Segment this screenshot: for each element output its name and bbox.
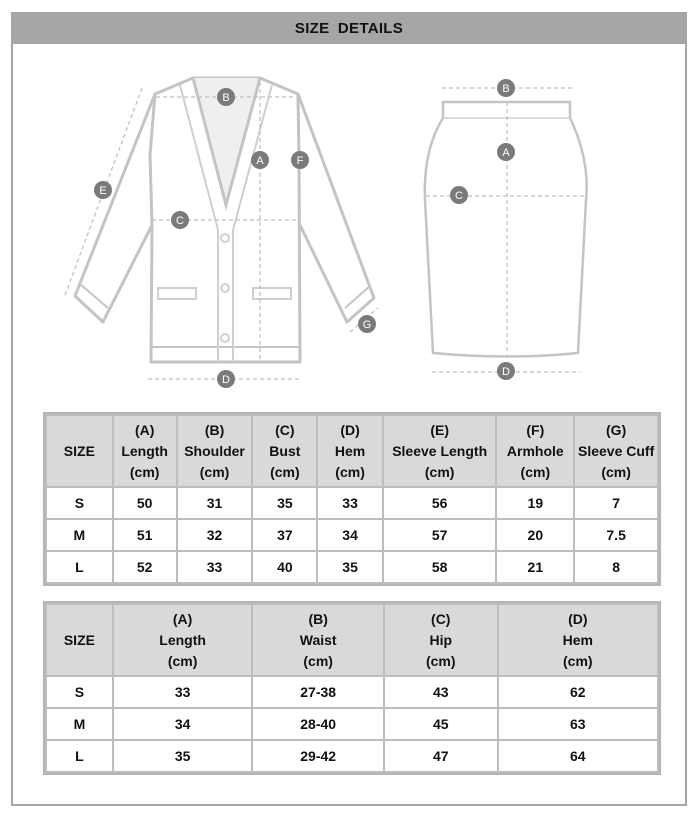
cell: 58: [383, 551, 496, 583]
cell: 50: [113, 487, 177, 519]
marker-C: [171, 211, 189, 229]
cell: 27-38: [252, 676, 384, 708]
cell: 21: [496, 551, 574, 583]
cell: 32: [177, 519, 253, 551]
cell-size: L: [46, 740, 113, 772]
cell: 57: [383, 519, 496, 551]
marker-E: [94, 181, 112, 199]
header-size: SIZE: [46, 604, 113, 676]
cell: 31: [177, 487, 253, 519]
cell: 45: [384, 708, 498, 740]
marker-G: [358, 315, 376, 333]
header-hem: (D) Hem (cm): [498, 604, 658, 676]
cell-size: M: [46, 519, 113, 551]
cell: 20: [496, 519, 574, 551]
cell: 33: [113, 676, 253, 708]
cell: 35: [252, 487, 317, 519]
cardigan-size-table: [45, 414, 659, 584]
cell: 8: [574, 551, 658, 583]
table-row: [46, 551, 658, 583]
cell: 34: [113, 708, 253, 740]
cell: 56: [383, 487, 496, 519]
cell: 35: [317, 551, 383, 583]
marker-F: [291, 151, 309, 169]
table-header-row: [46, 415, 658, 487]
header-armhole: (F) Armhole (cm): [496, 415, 574, 487]
header-length: (A) Length (cm): [113, 604, 253, 676]
cell: 33: [317, 487, 383, 519]
title-bar: [11, 12, 687, 44]
cell: 37: [252, 519, 317, 551]
cell: 63: [498, 708, 658, 740]
cell: 28-40: [252, 708, 384, 740]
cell: 35: [113, 740, 253, 772]
svg-text:C: C: [455, 190, 463, 202]
table-row: [46, 519, 658, 551]
cell: 52: [113, 551, 177, 583]
header-sleeve-cuff: (G) Sleeve Cuff (cm): [574, 415, 658, 487]
svg-text:G: G: [362, 319, 372, 331]
marker-A: [251, 151, 269, 169]
page-title: SIZE DETAILS: [294, 19, 404, 37]
skirt-diagram: [410, 60, 610, 390]
marker-D: [217, 370, 235, 388]
cardigan-diagram: [60, 60, 390, 400]
svg-text:D: D: [222, 374, 230, 386]
table-header-row: [46, 604, 658, 676]
header-waist: (B) Waist (cm): [252, 604, 384, 676]
cell: 19: [496, 487, 574, 519]
cell: 7: [574, 487, 658, 519]
svg-text:B: B: [222, 92, 230, 104]
marker-C: [450, 186, 468, 204]
svg-text:C: C: [176, 215, 184, 227]
header-sleeve-length: (E) Sleeve Length (cm): [383, 415, 496, 487]
cell: 33: [177, 551, 253, 583]
svg-text:E: E: [99, 185, 107, 197]
header-length: (A) Length (cm): [113, 415, 177, 487]
cell: 43: [384, 676, 498, 708]
header-hem: (D) Hem (cm): [317, 415, 383, 487]
header-size: SIZE: [46, 415, 113, 487]
cell: 64: [498, 740, 658, 772]
cell-size: L: [46, 551, 113, 583]
header-bust: (C) Bust (cm): [252, 415, 317, 487]
cell: 51: [113, 519, 177, 551]
cell: 34: [317, 519, 383, 551]
cell-size: M: [46, 708, 113, 740]
svg-text:B: B: [502, 83, 510, 95]
svg-text:A: A: [502, 147, 510, 159]
marker-B: [217, 88, 235, 106]
cell: 7.5: [574, 519, 658, 551]
header-shoulder: (B) Shoulder (cm): [177, 415, 253, 487]
cell: 47: [384, 740, 498, 772]
header-hip: (C) Hip (cm): [384, 604, 498, 676]
marker-A: [497, 143, 515, 161]
svg-text:A: A: [256, 155, 264, 167]
table-row: [46, 676, 658, 708]
cell-size: S: [46, 487, 113, 519]
table-row: [46, 708, 658, 740]
cell: 62: [498, 676, 658, 708]
cell: 29-42: [252, 740, 384, 772]
cell: 40: [252, 551, 317, 583]
table-row: [46, 487, 658, 519]
cell-size: S: [46, 676, 113, 708]
marker-D: [497, 362, 515, 380]
table-row: [46, 740, 658, 772]
marker-B: [497, 79, 515, 97]
skirt-size-table: [45, 603, 659, 773]
svg-text:D: D: [502, 366, 510, 378]
svg-text:F: F: [296, 155, 304, 167]
